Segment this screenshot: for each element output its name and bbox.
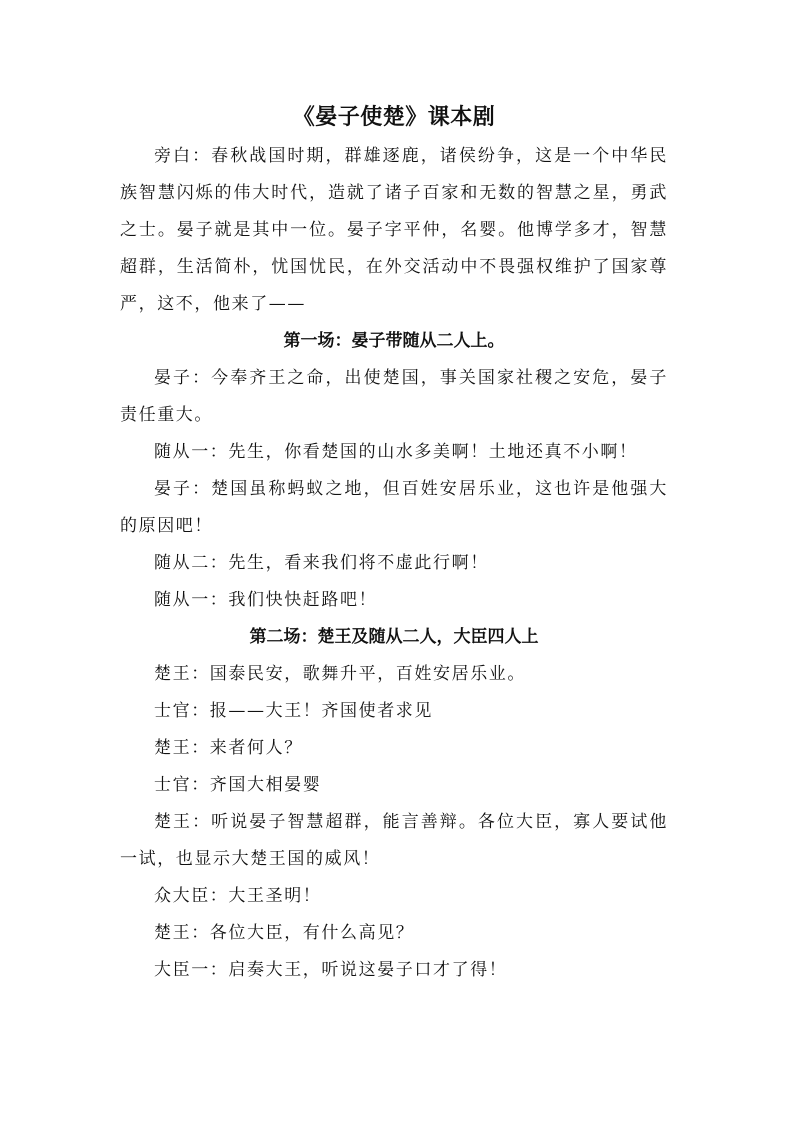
narration-paragraph: 旁白：春秋战国时期，群雄逐鹿，诸侯纷争，这是一个中华民族智慧闪烁的伟大时代，造就了诸子百家和无数的智慧之星，勇武之士。晏子就是其中一位。晏子字平仲，名婴。他博学多才，智慧超群，生活简朴，忧国忧民，在外交活动中不畏强权维护了国家尊严，这不，他来了—— [120,146,668,314]
dialogue-line: 大臣一：启奏大王，听说这晏子口才了得！ [154,960,508,980]
dialogue-line: 楚王：听说晏子智慧超群，能言善辩。各位大臣，寡人要试他一试，也显示大楚王国的威风！ [120,812,668,869]
scene-1-heading: 第一场：晏子带随从二人上。 [283,331,505,351]
dialogue-line: 士官：齐国大相晏婴 [154,775,322,795]
scene-2-heading: 第二场：楚王及随从二人，大臣四人上 [249,627,539,647]
dialogue-line: 楚王：来者何人？ [154,738,303,758]
dialogue-line: 士官：报——大王！齐国使者求见 [154,701,433,721]
document-page [120,98,668,989]
dialogue-line: 随从一：先生，你看楚国的山水多美啊！土地还真不小啊！ [154,442,638,462]
dialogue-line: 随从一：我们快快赶路吧！ [154,590,378,610]
dialogue-line: 众大臣：大王圣明！ [154,886,322,906]
dialogue-line: 随从二：先生，看来我们将不虚此行啊！ [154,553,489,573]
dialogue-line: 楚王：国泰民安，歌舞升平，百姓安居乐业。 [154,664,526,684]
dialogue-line: 楚王：各位大臣，有什么高见？ [154,923,415,943]
dialogue-line: 晏子：楚国虽称蚂蚁之地，但百姓安居乐业，这也许是他强大的原因吧！ [120,479,668,536]
document-title: 《晏子使楚》课本剧 [292,105,496,130]
dialogue-line: 晏子：今奉齐王之命，出使楚国，事关国家社稷之安危，晏子责任重大。 [120,368,668,425]
